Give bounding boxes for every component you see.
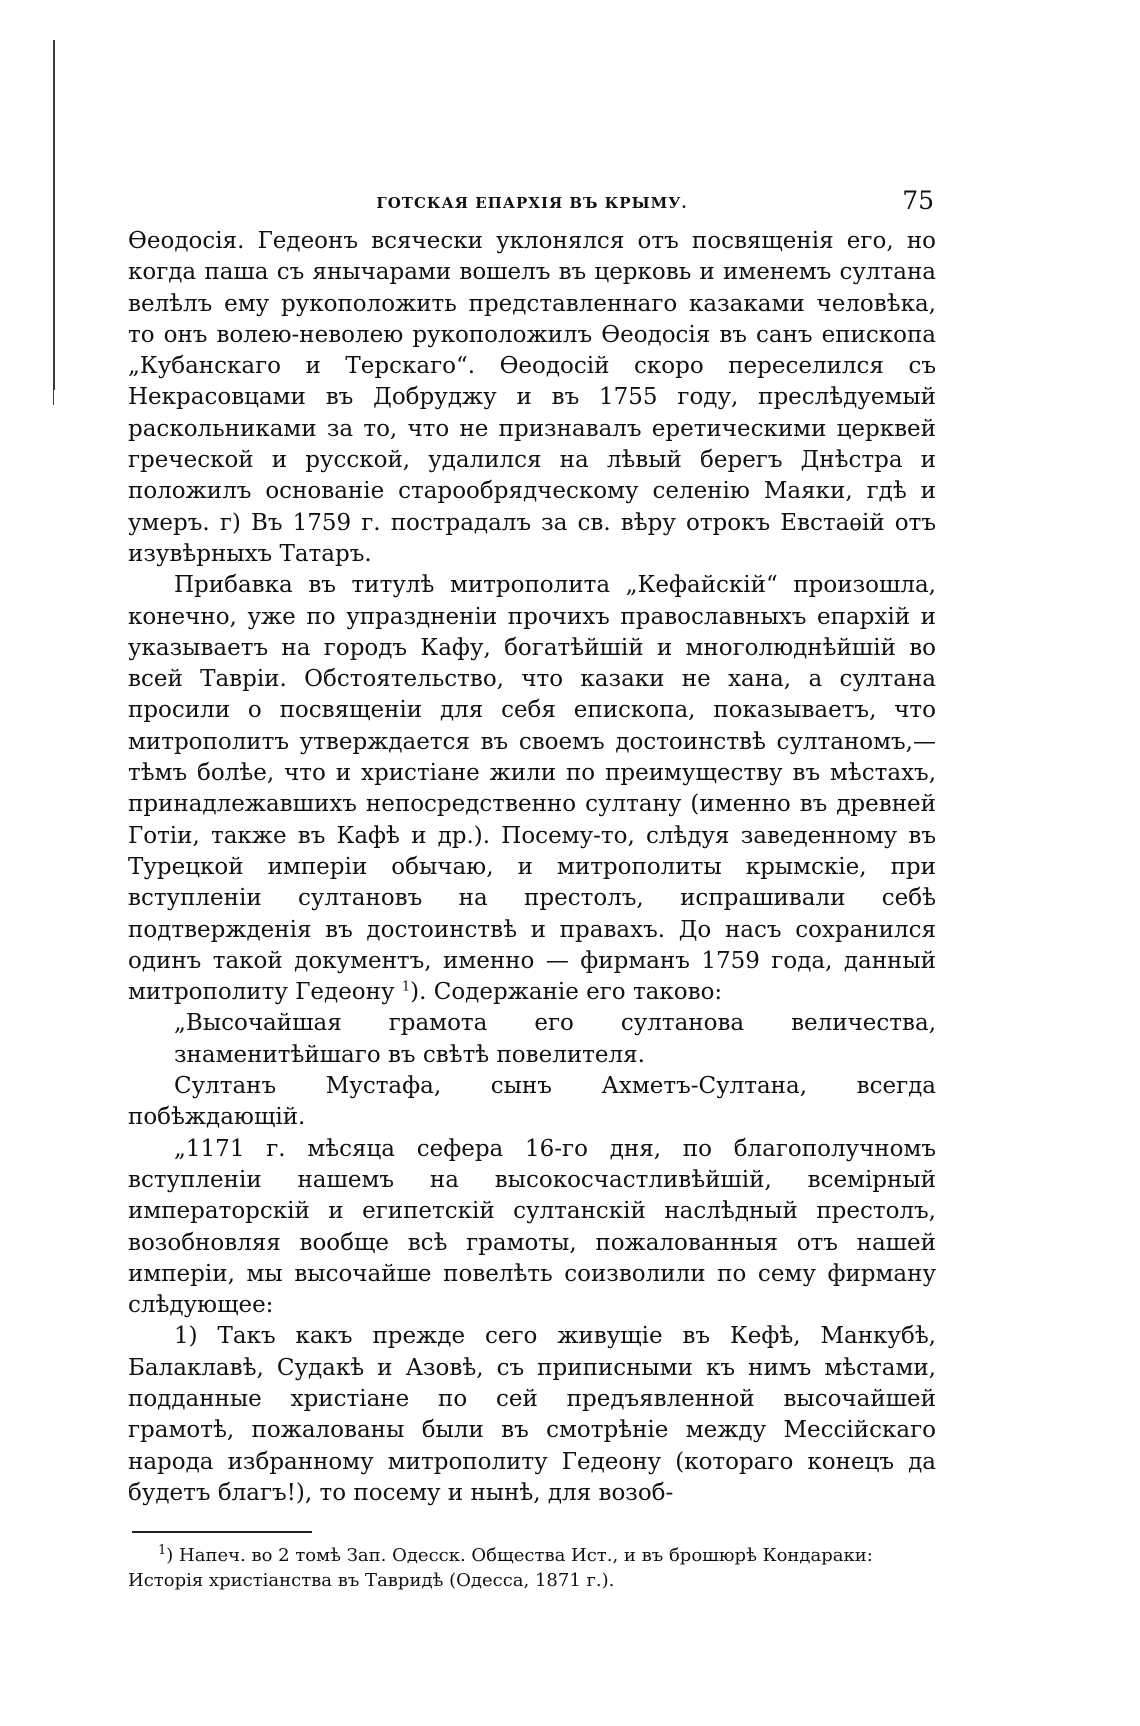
scan-edge-line — [53, 345, 54, 405]
footnote-divider — [132, 1531, 312, 1533]
running-head — [128, 180, 936, 226]
quote-line: Султанъ Мустафа, сынъ Ахметъ-Султана, всегда побѣждающій. — [128, 1073, 936, 1131]
scan-edge-line — [53, 40, 55, 390]
paragraph: „1171 г. мѣсяца сефера 16-го дня, по благополучномъ вступленіи нашемъ на высокосчастливѣйшій, всемірный императорскій и египетскій султанскій наслѣдный престолъ, возобновляя вообще всѣ грамоты, пожалованныя отъ нашей имперіи, мы высочайше повелѣть соизволили по сему фирману слѣдующее: — [128, 1135, 936, 1319]
paragraph — [128, 570, 936, 1008]
paragraph: 1) Такъ какъ прежде сего живущіе въ Кефѣ, Манкубѣ, Балаклавѣ, Судакѣ и Азовѣ, съ приписными къ нимъ мѣстами, подданные христіане по сей предъявленной высочайшей грамотѣ, пожалованы были въ смотрѣніе между Мессійскаго народа избранному митрополиту Гедеону (котораго конецъ да будетъ благъ!), то посему и нынѣ, для возоб- — [128, 1323, 936, 1506]
page-number: 75 — [902, 186, 934, 215]
footnote: $^1$) Напеч. во 2 томѣ Зап. Одесск. Общества Ист., и въ брошюрѣ Кондараки: Исторія христіанства въ Тавридѣ (Одесса, 1871 г.). — [128, 1543, 873, 1592]
footnote-marker: 1 — [158, 1543, 167, 1559]
book-page — [128, 180, 936, 1593]
running-title: ГОТСКАЯ ЕПАРХІЯ ВЪ КРЫМУ. — [376, 194, 688, 212]
footnote-text: Напеч. во 2 томѣ Зап. Одесск. Общества Ист., и въ брошюрѣ Кондараки: Исторія христіанства въ Тавридѣ (Одесса, 1871 г.). — [128, 1545, 873, 1592]
paragraph-text: Прибавка въ титулѣ митрополита „Кефайскій“ произошла, конечно, уже по упраздненіи прочихъ православныхъ епархій и указываетъ на городъ Кафу, богатѣйшій и многолюднѣйшій во всей Тавріи. Обстоятельство, что казаки не хана, а султана просили о посвященіи для себя епископа, показываетъ, что митрополитъ утверждается въ своемъ достоинствѣ султаномъ,—тѣмъ болѣе, что и христіане жили по преимуществу въ мѣстахъ, принадлежавшихъ непосредственно султану (именно въ древней Готіи, также въ Кафѣ и др.). Посему-то, слѣдуя заведенному въ Турецкой имперіи обычаю, и митрополиты крымскіе, при вступленіи султановъ на престолъ, испрашивали себѣ подтвержденія въ достоинствѣ и правахъ. До насъ сохранился одинъ такой документъ, именно — фирманъ 1759 года, данный митрополиту Гедеону — [128, 572, 936, 1006]
paragraph: Өеодосія. Гедеонъ всячески уклонялся отъ посвященія его, но когда паша съ янычарами вошелъ въ церковь и именемъ султана велѣлъ ему рукоположить представленнаго казаками человѣка, то онъ волею-неволею рукоположилъ Өеодосія въ санъ епископа „Кубанскаго и Терскаго“. Өеодосій скоро переселился съ Некрасовцами въ Добруджу и въ 1755 году, преслѣдуемый раскольниками за то, что не признавалъ еретическими церквей греческой и русской, удалился на лѣвый берегъ Днѣстра и положилъ основаніе старообрядческому селенію Маяки, гдѣ и умеръ. г) Въ 1759 г. пострадалъ за св. вѣру отрокъ Евстаѳій отъ изувѣрныхъ Татаръ. — [128, 228, 936, 567]
body-text — [128, 226, 936, 1509]
footnote-reference: 1 — [401, 979, 411, 995]
paragraph-text: ). Содержаніе его таково: — [410, 979, 723, 1006]
quote-paragraph: „Высочайшая грамота его султанова величества, знаменитѣйшаго въ свѣтѣ повелителя. — [174, 1010, 936, 1068]
